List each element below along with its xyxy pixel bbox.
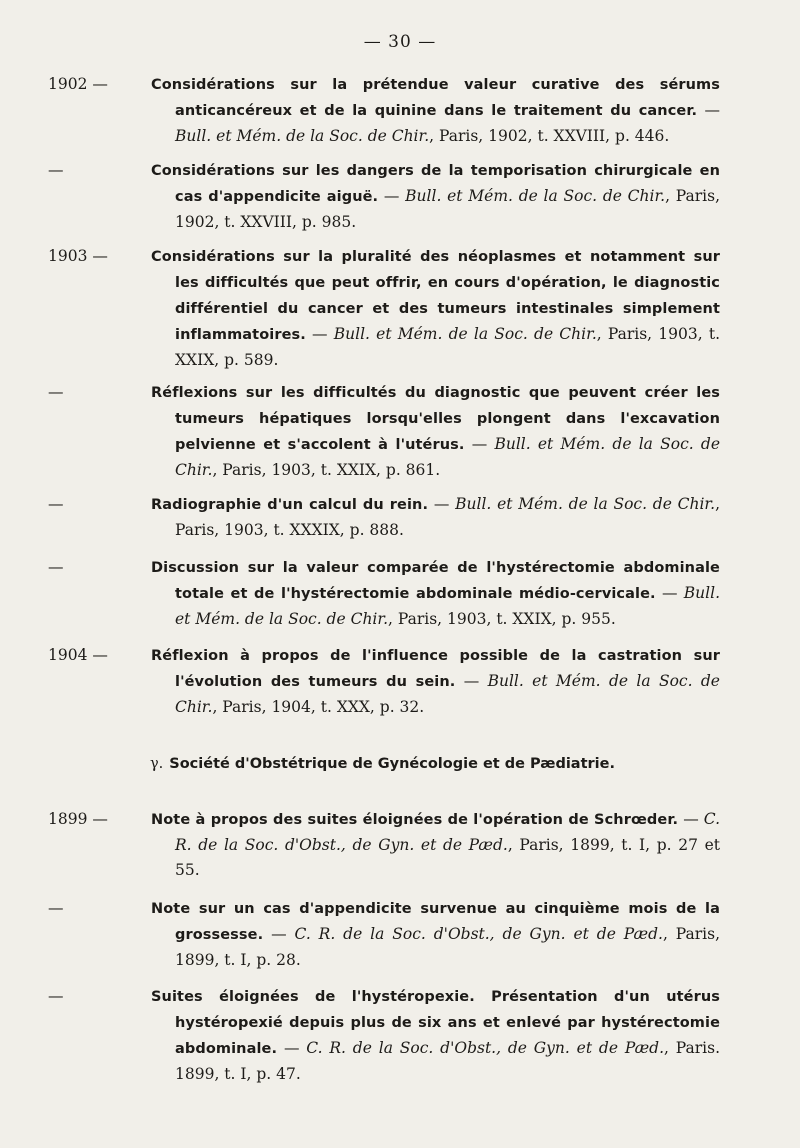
entry-separator: —	[697, 101, 720, 119]
entry-separator: —	[464, 435, 495, 453]
section-title: Société d'Obstétrique de Gynécologie et de Pædiatrie.	[169, 756, 615, 772]
entry-publication: , Paris, 1903, t. XXIX, p. 589.	[175, 325, 720, 369]
entry-title: Discussion sur la valeur comparée de l'hystérectomie abdominale totale et de l'hystérectomie abdominale médio-cervicale.	[151, 560, 720, 602]
bibliography-entry	[40, 158, 720, 235]
entry-separator: —	[305, 325, 334, 343]
entry-date: —	[48, 558, 64, 576]
entry-publication: , Paris, 1899, t. I, p. 28.	[175, 925, 721, 969]
entry-title: Réflexion à propos de l'influence possible de la castration sur l'évolution des tumeurs du sein.	[151, 648, 720, 690]
entry-journal: C. R. de la Soc. d'Obst., de Gyn. et de Pæd.	[306, 1039, 665, 1057]
entry-date: 1902 —	[48, 75, 108, 93]
entry-publication: , Paris, 1903, t. XXIX, p. 955.	[388, 610, 616, 628]
bibliography-entry	[40, 555, 720, 632]
entry-date: 1903 —	[48, 247, 108, 265]
entry-separator: —	[378, 187, 406, 205]
entry-journal: C. R. de la Soc. d'Obst., de Gyn. et de Pæd.	[175, 810, 720, 854]
entry-journal: Bull. et Mém. de la Soc. de Chir.	[175, 435, 720, 479]
entry-publication: , Paris, 1903, t. XXXIX, p. 888.	[175, 495, 720, 539]
entry-title: Radiographie d'un calcul du rein.	[151, 497, 429, 513]
entry-separator: —	[263, 925, 295, 943]
bibliography-entry	[40, 72, 720, 149]
entry-date: —	[48, 899, 64, 917]
entry-publication: , Paris, 1902, t. XXVIII, p. 446.	[429, 127, 670, 145]
entry-separator: —	[678, 810, 704, 828]
entry-date: —	[48, 987, 64, 1005]
entry-title: Réflexions sur les difficultés du diagnostic que peuvent créer les tumeurs hépatiques lorsqu'elles plongent dans l'excavation pelvienne et s'accolent à l'utérus.	[151, 385, 720, 453]
bibliography-entry	[40, 807, 720, 883]
entry-journal: C. R. de la Soc. d'Obst., de Gyn. et de Pæd.	[294, 925, 663, 943]
entry-journal: Bull. et Mém. de la Soc. de Chir.	[175, 672, 720, 716]
section-letter: γ.	[150, 756, 164, 772]
entry-separator: —	[428, 495, 456, 513]
entry-separator: —	[277, 1039, 307, 1057]
bibliography-entry	[40, 380, 720, 483]
entry-journal: Bull. et Mém. de la Soc. de Chir.	[175, 127, 430, 145]
entry-title: Considérations sur les dangers de la temporisation chirurgicale en cas d'appendicite aiguë.	[151, 163, 720, 205]
entry-title: Considérations sur la prétendue valeur curative des sérums anticancéreux et de la quinine dans le traitement du cancer.	[151, 77, 720, 119]
entry-title: Note à propos des suites éloignées de l'opération de Schrœder.	[151, 812, 679, 828]
entry-date: 1899 —	[48, 810, 108, 828]
entry-journal: Bull. et Mém. de la Soc. de Chir.	[175, 584, 720, 628]
entry-separator: —	[655, 584, 684, 602]
entry-publication: , Paris, 1902, t. XXVIII, p. 985.	[175, 187, 721, 231]
bibliography-entry	[40, 896, 720, 973]
entry-title: Note sur un cas d'appendicite survenue au cinquième mois de la grossesse.	[151, 901, 720, 943]
entry-separator: —	[455, 672, 488, 690]
bibliography-entry	[40, 244, 720, 373]
entry-publication: , Paris, 1899, t. I, p. 27 et 55.	[175, 836, 720, 879]
bibliography-entry	[40, 643, 720, 720]
bibliography-entry	[40, 492, 720, 543]
entry-journal: Bull. et Mém. de la Soc. de Chir.	[455, 495, 716, 513]
entry-title: Suites éloignées de l'hystéropexie. Présentation d'un utérus hystéropexié depuis plus de six ans et enlevé par hystérectomie abdominale.	[151, 989, 720, 1057]
bibliography-entry	[40, 984, 720, 1087]
entry-publication: , Paris, 1904, t. XXX, p. 32.	[212, 698, 425, 716]
entry-title: Considérations sur la pluralité des néoplasmes et notamment sur les difficultés que peut offrir, en cours d'opération, le diagnostic différentiel du cancer et des tumeurs intestinales simplement inflammatoires.	[151, 249, 720, 343]
section-heading	[150, 756, 615, 772]
entry-publication: , Paris. 1899, t. I, p. 47.	[175, 1039, 721, 1083]
entry-date: —	[48, 383, 64, 401]
page-number: — 30 —	[363, 32, 437, 52]
entry-journal: Bull. et Mém. de la Soc. de Chir.	[405, 187, 666, 205]
entry-date: —	[48, 495, 64, 513]
entry-publication: , Paris, 1903, t. XXIX, p. 861.	[212, 461, 441, 479]
entry-date: —	[48, 161, 64, 179]
entry-journal: Bull. et Mém. de la Soc. de Chir.	[333, 325, 597, 343]
entry-date: 1904 —	[48, 646, 108, 664]
